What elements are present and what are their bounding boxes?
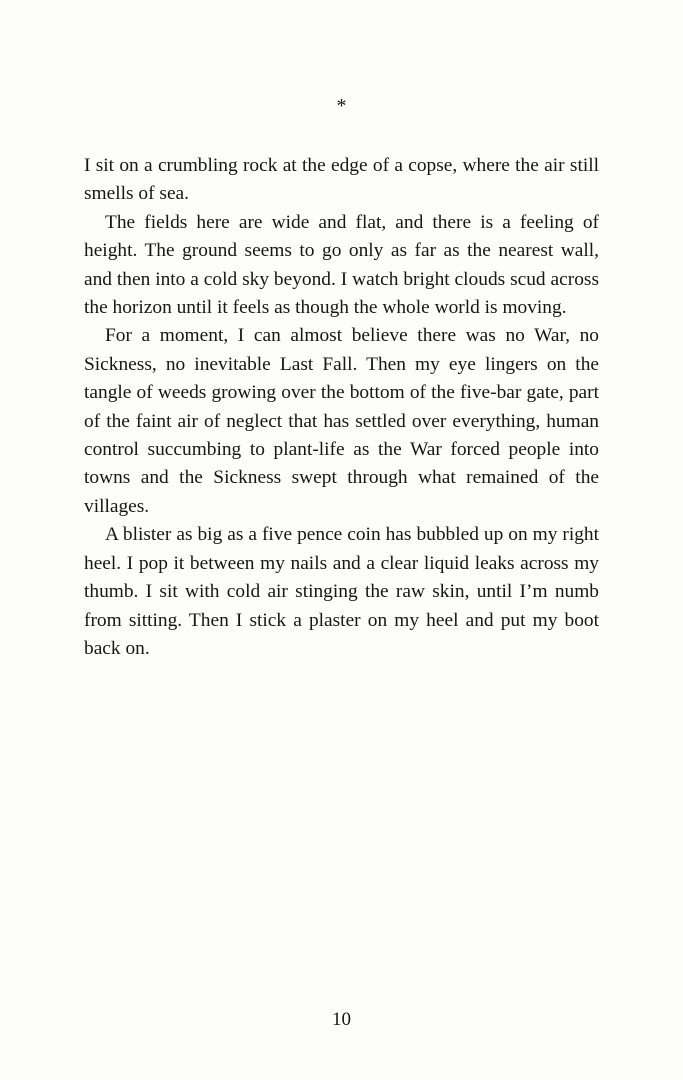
paragraph-4: A blister as big as a five pence coin has bubbled up on my right heel. I pop it between my nails and a clear liquid leaks across my thumb. I sit with cold air stinging the raw skin, until I’m numb from sitting. Then I stick a plaster on my heel and put my boot back on. (84, 524, 599, 659)
paragraph-1: I sit on a crumbling rock at the edge of a copse, where the air still smells of sea. (84, 155, 599, 205)
paragraph-2: The fields here are wide and flat, and there is a feeling of height. The ground seems to go only as far as the nearest wall, and then into a cold sky beyond. I watch bright clouds scud across the horizon until it feels as though the whole world is moving. (84, 211, 599, 319)
section-separator: * (336, 95, 347, 117)
body-text (84, 152, 599, 663)
paragraph-3: For a moment, I can almost believe there was no War, no Sickness, no inevitable Last Fall. Then my eye lingers on the tangle of weeds growing over the bottom of the five-bar gate, part of the faint air of neglect that has settled over everything, human control succumbing to plant-life as the War forced people into towns and the Sickness swept through what remained of the villages. (84, 325, 599, 517)
page-number: 10 (332, 1009, 351, 1030)
